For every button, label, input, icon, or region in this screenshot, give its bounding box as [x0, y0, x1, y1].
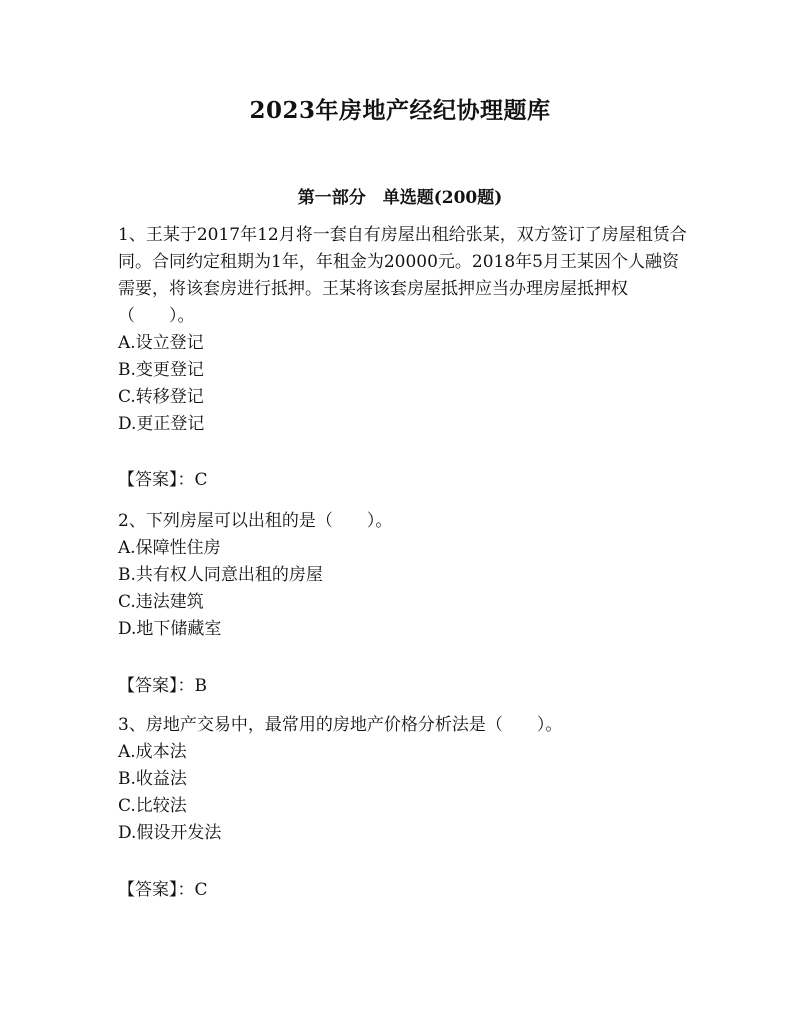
question-3 [118, 712, 688, 847]
answer-3: 【答案】：C [118, 880, 208, 900]
answer-1: 【答案】：C [118, 470, 208, 490]
option-a: A.成本法 [118, 742, 187, 762]
option-a: A.设立登记 [118, 333, 204, 353]
option-c: C.违法建筑 [118, 592, 204, 612]
question-stem: 2、下列房屋可以出租的是（ ）。 [118, 511, 393, 531]
question-1 [118, 222, 688, 438]
question-stem: 1、王某于2017年12月将一套自有房屋出租给张某，双方签订了房屋租赁合同。合同约定租期为1年，年租金为20000元。2018年5月王某因个人融资需要，将该套房进行抵押。王某将该套房屋抵押应当办理房屋抵押权（ ）。 [118, 225, 687, 326]
option-d: D.更正登记 [118, 414, 205, 434]
question-stem: 3、房地产交易中，最常用的房地产价格分析法是（ ）。 [118, 715, 563, 735]
option-a: A.保障性住房 [118, 538, 221, 558]
option-list [118, 739, 688, 847]
option-d: D.地下储藏室 [118, 619, 222, 639]
answer-2: 【答案】：B [118, 676, 207, 696]
option-list [118, 535, 688, 643]
option-b: B.变更登记 [118, 360, 204, 380]
option-list [118, 330, 688, 438]
option-b: B.共有权人同意出租的房屋 [118, 565, 323, 585]
question-2 [118, 508, 688, 643]
option-c: C.比较法 [118, 796, 187, 816]
option-d: D.假设开发法 [118, 823, 222, 843]
section-heading: 第一部分 单选题(200题) [297, 188, 503, 208]
document-title: 2023年房地产经纪协理题库 [249, 97, 551, 124]
option-c: C.转移登记 [118, 387, 204, 407]
option-b: B.收益法 [118, 769, 187, 789]
